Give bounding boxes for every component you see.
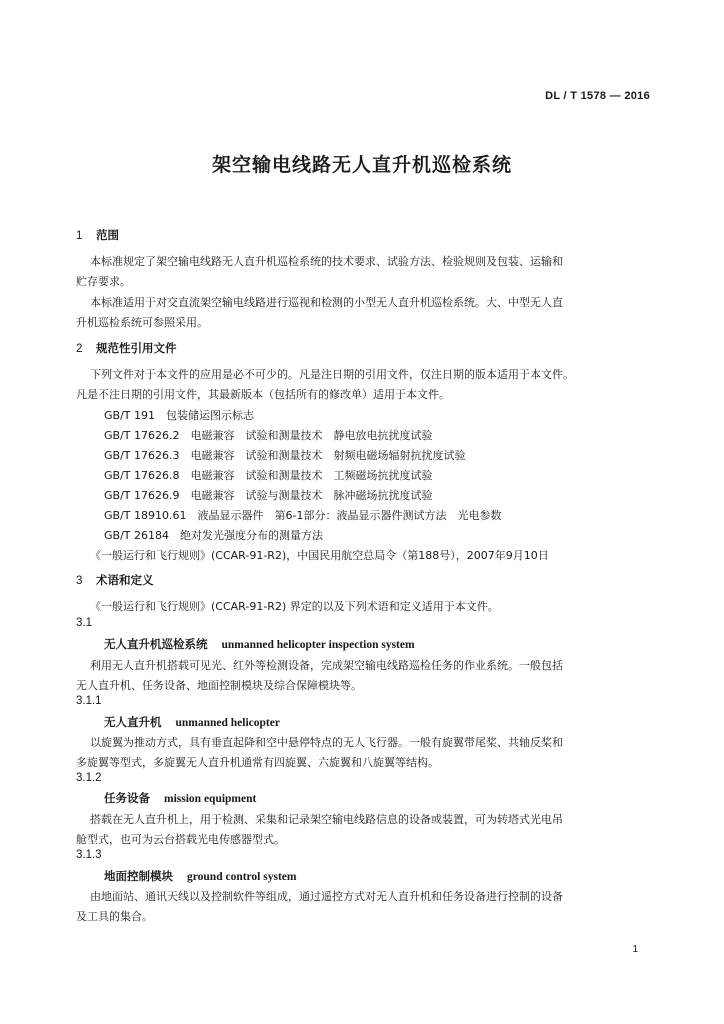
section-number: 3 [76, 575, 83, 587]
definition-line: 以旋翼为推动方式，具有垂直起降和空中悬停特点的无人飞行器。一般有旋翼带尾桨、共轴反桨和 [90, 736, 563, 749]
definition-line: 及工具的集合。 [76, 910, 153, 923]
term-number: 3.1.2 [76, 772, 102, 784]
definition-line: 多旋翼等型式，多旋翼无人直升机通常有四旋翼、六旋翼和八旋翼等结构。 [76, 756, 439, 769]
term-number: 3.1.1 [76, 695, 102, 707]
section-title: 范围 [96, 228, 119, 242]
definition-line: 无人直升机、任务设备、地面控制模块及综合保障模块等。 [76, 679, 362, 692]
reference-item: GB/T 17626.2 电磁兼容 试验和测量技术 静电放电抗扰度试验 [104, 429, 433, 442]
section-number: 2 [76, 343, 83, 355]
section-1-heading [76, 227, 119, 243]
term-number: 3.1 [76, 617, 92, 629]
reference-item: GB/T 18910.61 液晶显示器件 第6-1部分：液晶显示器件测试方法 光电参数 [104, 509, 502, 522]
page-number: 1 [632, 944, 638, 955]
term-english: unmanned helicopter [175, 717, 280, 729]
section-title: 规范性引用文件 [96, 341, 177, 355]
reference-item: GB/T 26184 绝对发光强度分布的测量方法 [104, 529, 323, 542]
term-english: mission equipment [164, 793, 257, 805]
term-heading [104, 714, 280, 730]
document-title: 架空输电线路无人直升机巡检系统 [211, 154, 512, 176]
section-3-heading [76, 572, 154, 588]
paragraph-line: 下列文件对于本文件的应用是必不可少的。凡是注日期的引用文件，仅注日期的版本适用于本文件。 [90, 368, 574, 381]
term-number: 3.1.3 [76, 849, 102, 861]
reference-item: GB/T 17626.9 电磁兼容 试验与测量技术 脉冲磁场抗扰度试验 [104, 489, 433, 502]
standard-code: DL / T 1578 — 2016 [545, 90, 650, 102]
term-chinese: 任务设备 [104, 791, 150, 805]
definition-line: 由地面站、通讯天线以及控制软件等组成，通过遥控方式对无人直升机和任务设备进行控制的设备 [90, 890, 563, 903]
definition-line: 舱型式，也可为云台搭载光电传感器型式。 [76, 833, 285, 846]
paragraph-line: 凡是不注日期的引用文件，其最新版本（包括所有的修改单）适用于本文件。 [76, 388, 450, 401]
term-english: unmanned helicopter inspection system [221, 639, 415, 651]
paragraph-line: 《一般运行和飞行规则》(CCAR-91-R2) 界定的以及下列术语和定义适用于本文件。 [90, 600, 499, 613]
term-heading [104, 868, 296, 884]
term-heading [104, 790, 256, 806]
term-chinese: 无人直升机巡检系统 [104, 637, 208, 651]
reference-item: GB/T 191 包装储运图示标志 [104, 409, 254, 422]
definition-line: 利用无人直升机搭载可见光、红外等检测设备，完成架空输电线路巡检任务的作业系统。一般包括 [90, 659, 563, 672]
section-2-heading [76, 340, 177, 356]
term-chinese: 无人直升机 [104, 715, 162, 729]
section-number: 1 [76, 230, 83, 242]
term-heading [104, 636, 415, 652]
paragraph-line: 本标准规定了架空输电线路无人直升机巡检系统的技术要求、试验方法、检验规则及包装、运输和 [90, 255, 563, 268]
section-title: 术语和定义 [96, 573, 154, 587]
term-english: ground control system [187, 871, 297, 883]
reference-item: 《一般运行和飞行规则》(CCAR-91-R2)，中国民用航空总局令（第188号），2007年9月10日 [90, 549, 549, 562]
reference-item: GB/T 17626.8 电磁兼容 试验和测量技术 工频磁场抗扰度试验 [104, 469, 433, 482]
reference-item: GB/T 17626.3 电磁兼容 试验和测量技术 射频电磁场辐射抗扰度试验 [104, 449, 466, 462]
definition-line: 搭载在无人直升机上，用于检测、采集和记录架空输电线路信息的设备或装置，可为转塔式光电吊 [90, 813, 563, 826]
paragraph-line: 本标准适用于对交直流架空输电线路进行巡视和检测的小型无人直升机巡检系统。大、中型无人直 [90, 296, 563, 309]
paragraph-line: 贮存要求。 [76, 275, 131, 288]
term-chinese: 地面控制模块 [104, 869, 173, 883]
paragraph-line: 升机巡检系统可参照采用。 [76, 316, 208, 329]
